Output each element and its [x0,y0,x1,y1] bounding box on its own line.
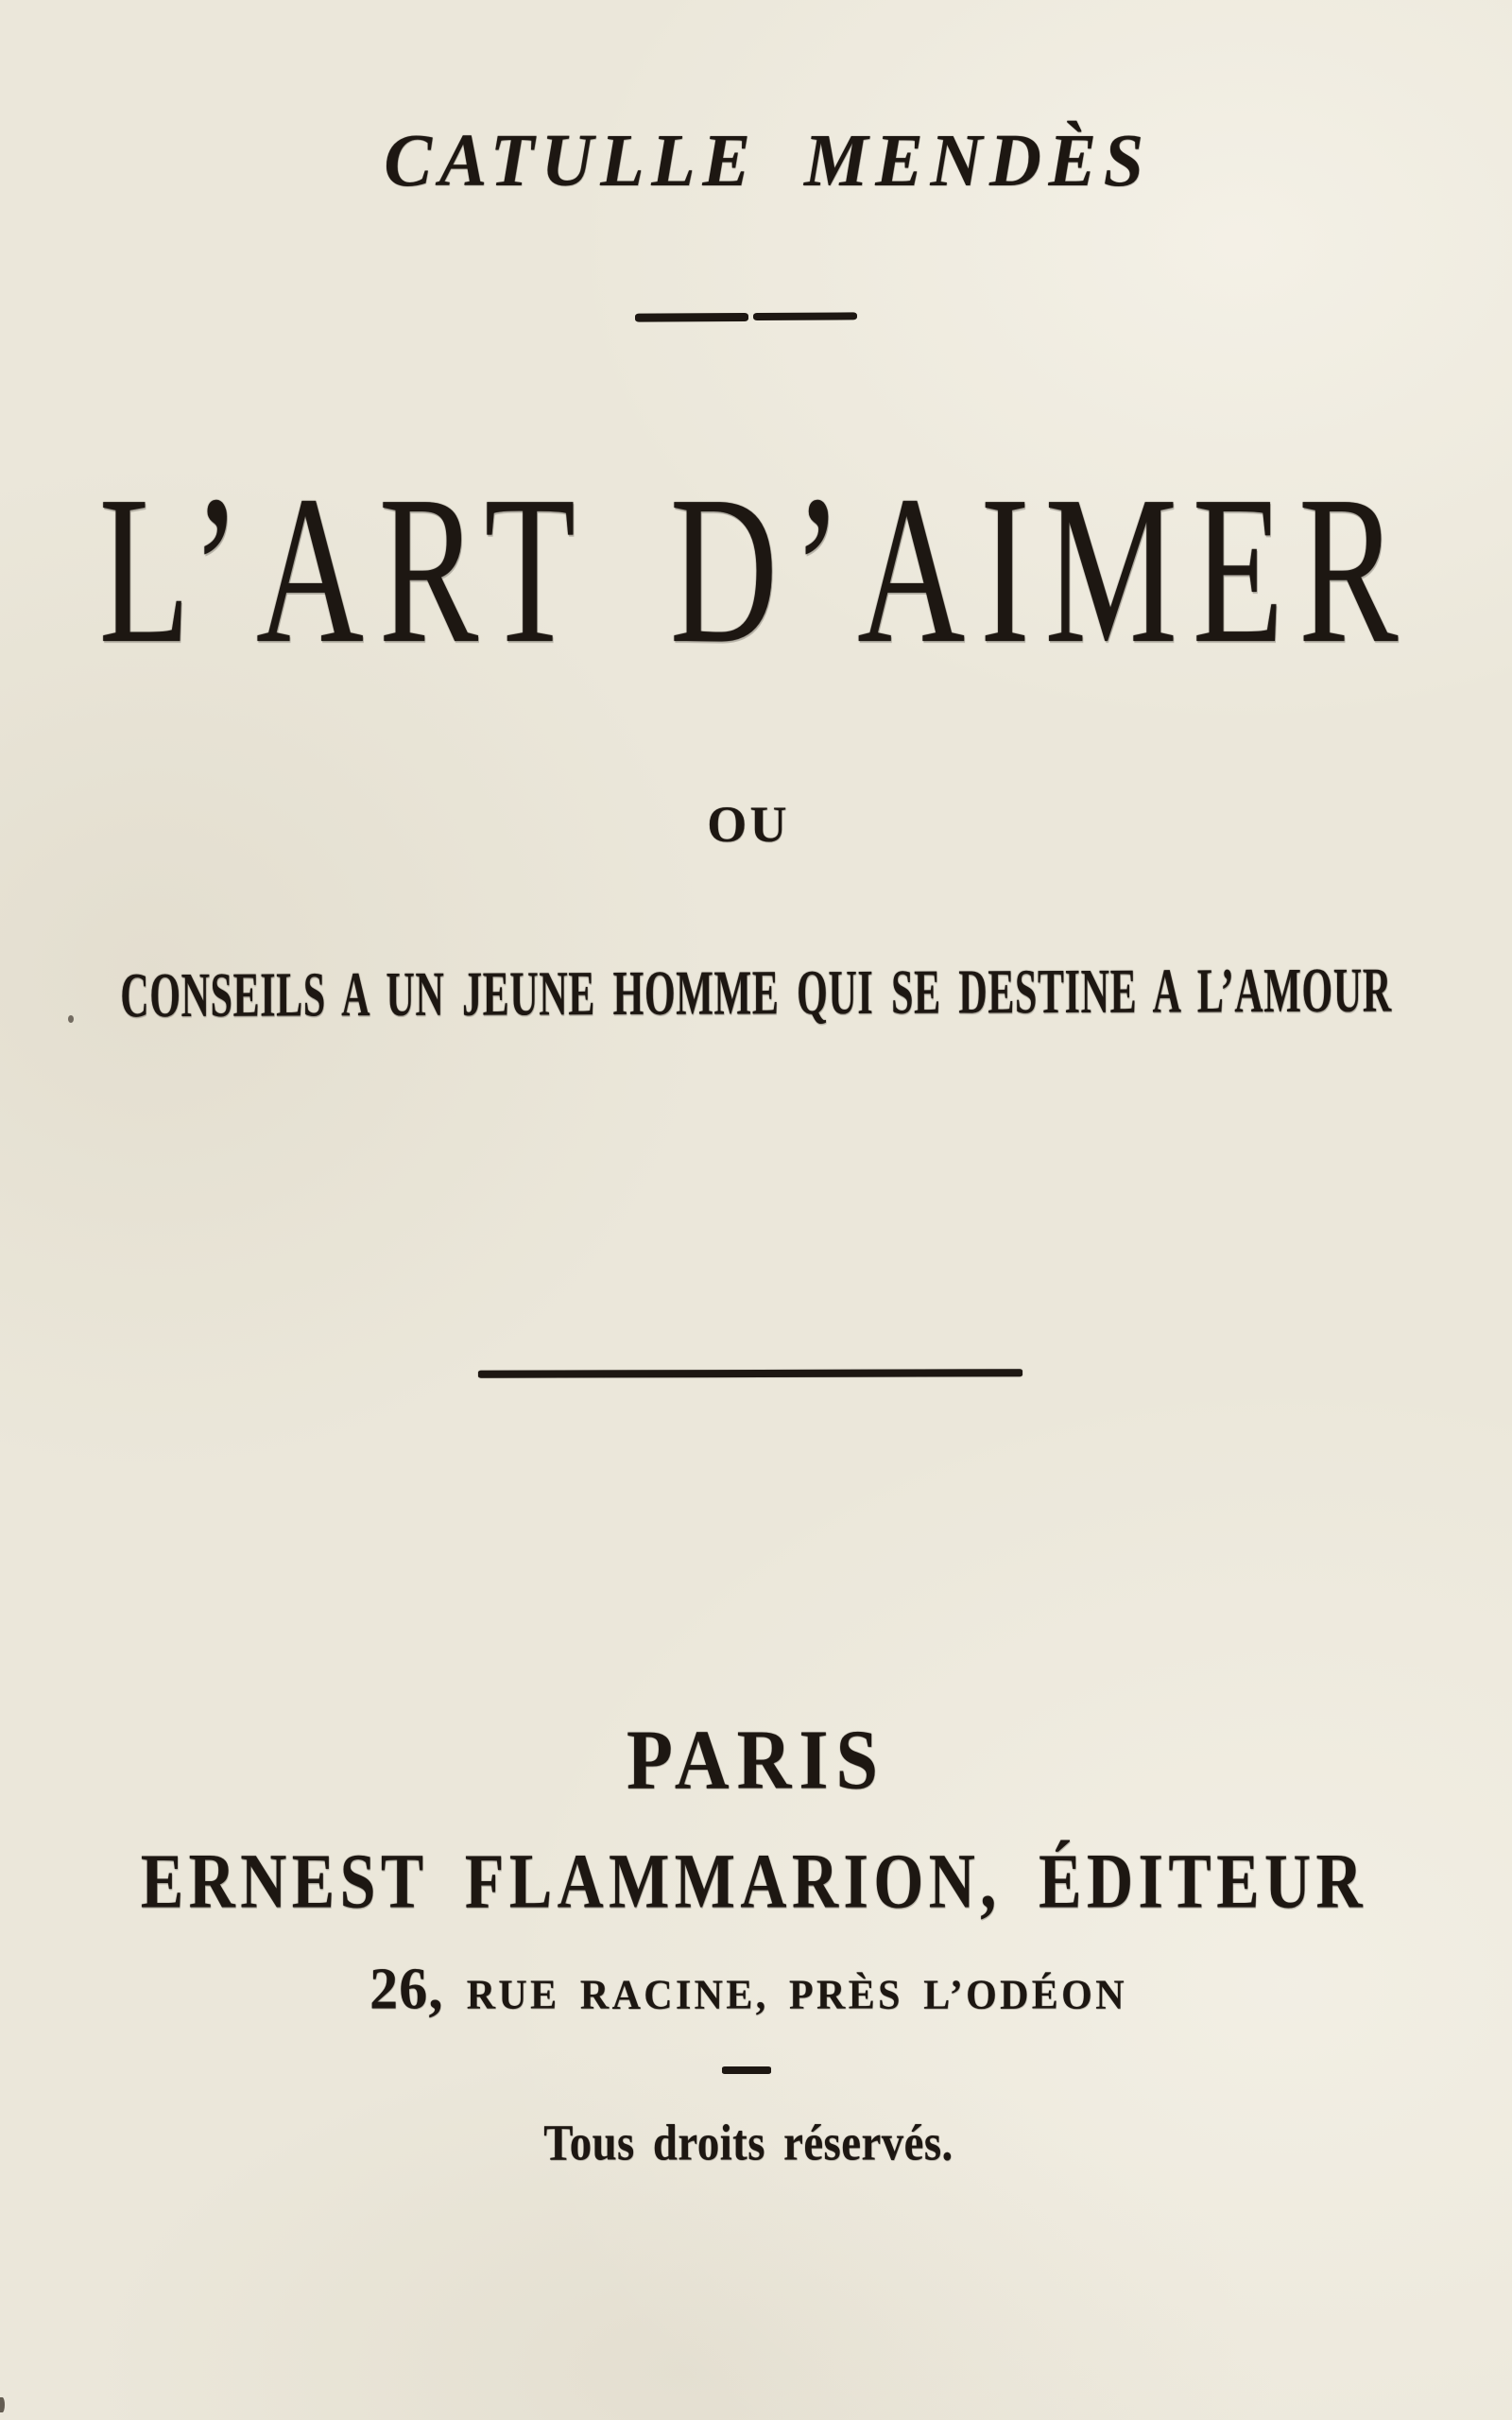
imprint-city: PARIS [626,1713,886,1807]
author-divider-rule [635,312,857,321]
subtitle-connector: OU [707,796,790,853]
book-subtitle: CONSEILS A UN JEUNE HOMME QUI SE DESTINE A L’AMOUR [120,956,1392,1032]
imprint-publisher: ERNEST FLAMMARION, ÉDITEUR [140,1837,1368,1925]
author-name: CATULLE MENDÈS [384,118,1151,202]
address-street-name: RUE RACINE, PRÈS L’ODÉON [466,1972,1127,2018]
imprint-address [0,1955,1504,2022]
paper-speck [68,1015,74,1023]
address-street-number: 26, [369,1955,444,2022]
rights-notice: Tous droits réservés. [543,2115,954,2172]
mid-page-divider-rule [478,1369,1022,1378]
book-title: L’ART D’AIMER [98,453,1414,688]
imprint-divider-dash [722,2066,771,2074]
divider-dash-segment [635,313,748,322]
paper-speck [0,2397,5,2412]
divider-dash-segment [753,312,857,320]
